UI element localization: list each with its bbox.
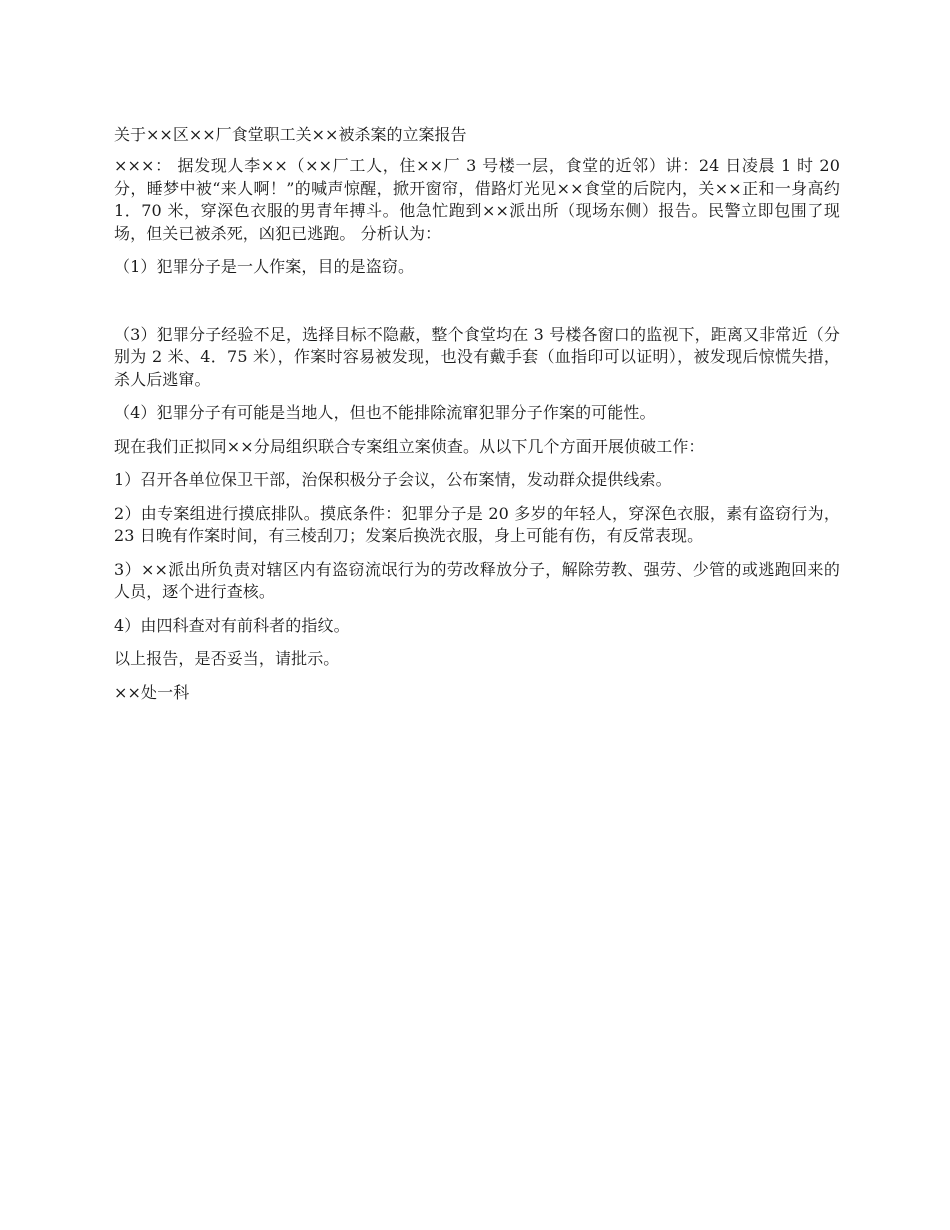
plan-item-1: 1）召开各单位保卫干部，治保积极分子会议，公布案情，发动群众提供线索。 <box>114 470 672 489</box>
plan-item-4: 4）由四科查对有前科者的指纹。 <box>114 615 350 635</box>
intro-paragraph: ×××： 据发现人李××（××厂工人，住××厂 3 号楼一层，食堂的近邻）讲：24 日凌晨 1 时 20 分，睡梦中被“来人啊！”的喊声惊醒，掀开窗帘，借路灯光见××食堂的后院内，关××正和一身高约 1．70 米，穿深色衣服的男青年搏斗。他急忙跑到××派出所（现场东侧）报告。民警立即包围了现场，但关已被杀死，凶犯已逃跑。 分析认为： <box>114 156 840 243</box>
signature: ××处一科 <box>114 682 190 702</box>
analysis-point-1: （1）犯罪分子是一人作案，目的是盗窃。 <box>114 257 415 276</box>
analysis-point-3: （3）犯罪分子经验不足，选择目标不隐蔽，整个食堂均在 3 号楼各窗口的监视下，距离又非常近（分别为 2 米、4．75 米），作案时容易被发现，也没有戴手套（血指印可以证明），被发现后惊慌失措，杀人后逃窜。 <box>114 324 840 389</box>
plan-item-2: 2）由专案组进行摸底排队。摸底条件：犯罪分子是 20 多岁的年轻人，穿深色衣服，素有盗窃行为，23 日晚有作案时间，有三棱刮刀；发案后换洗衣服，身上可能有伤，有反常表现。 <box>114 503 840 545</box>
blank-gap <box>114 290 840 324</box>
closing-paragraph: 以上报告，是否妥当，请批示。 <box>114 649 340 668</box>
plan-intro-paragraph: 现在我们正拟同××分局组织联合专案组立案侦查。从以下几个方面开展侦破工作： <box>114 436 705 456</box>
plan-item-3: 3）××派出所负责对辖区内有盗窃流氓行为的劳改释放分子，解除劳教、强劳、少管的或逃跑回来的人员，逐个进行查核。 <box>114 559 840 601</box>
analysis-point-4: （4）犯罪分子有可能是当地人，但也不能排除流窜犯罪分子作案的可能性。 <box>114 403 656 422</box>
document-title: 关于××区××厂食堂职工关××被杀案的立案报告 <box>114 125 467 144</box>
document-body <box>114 124 840 715</box>
